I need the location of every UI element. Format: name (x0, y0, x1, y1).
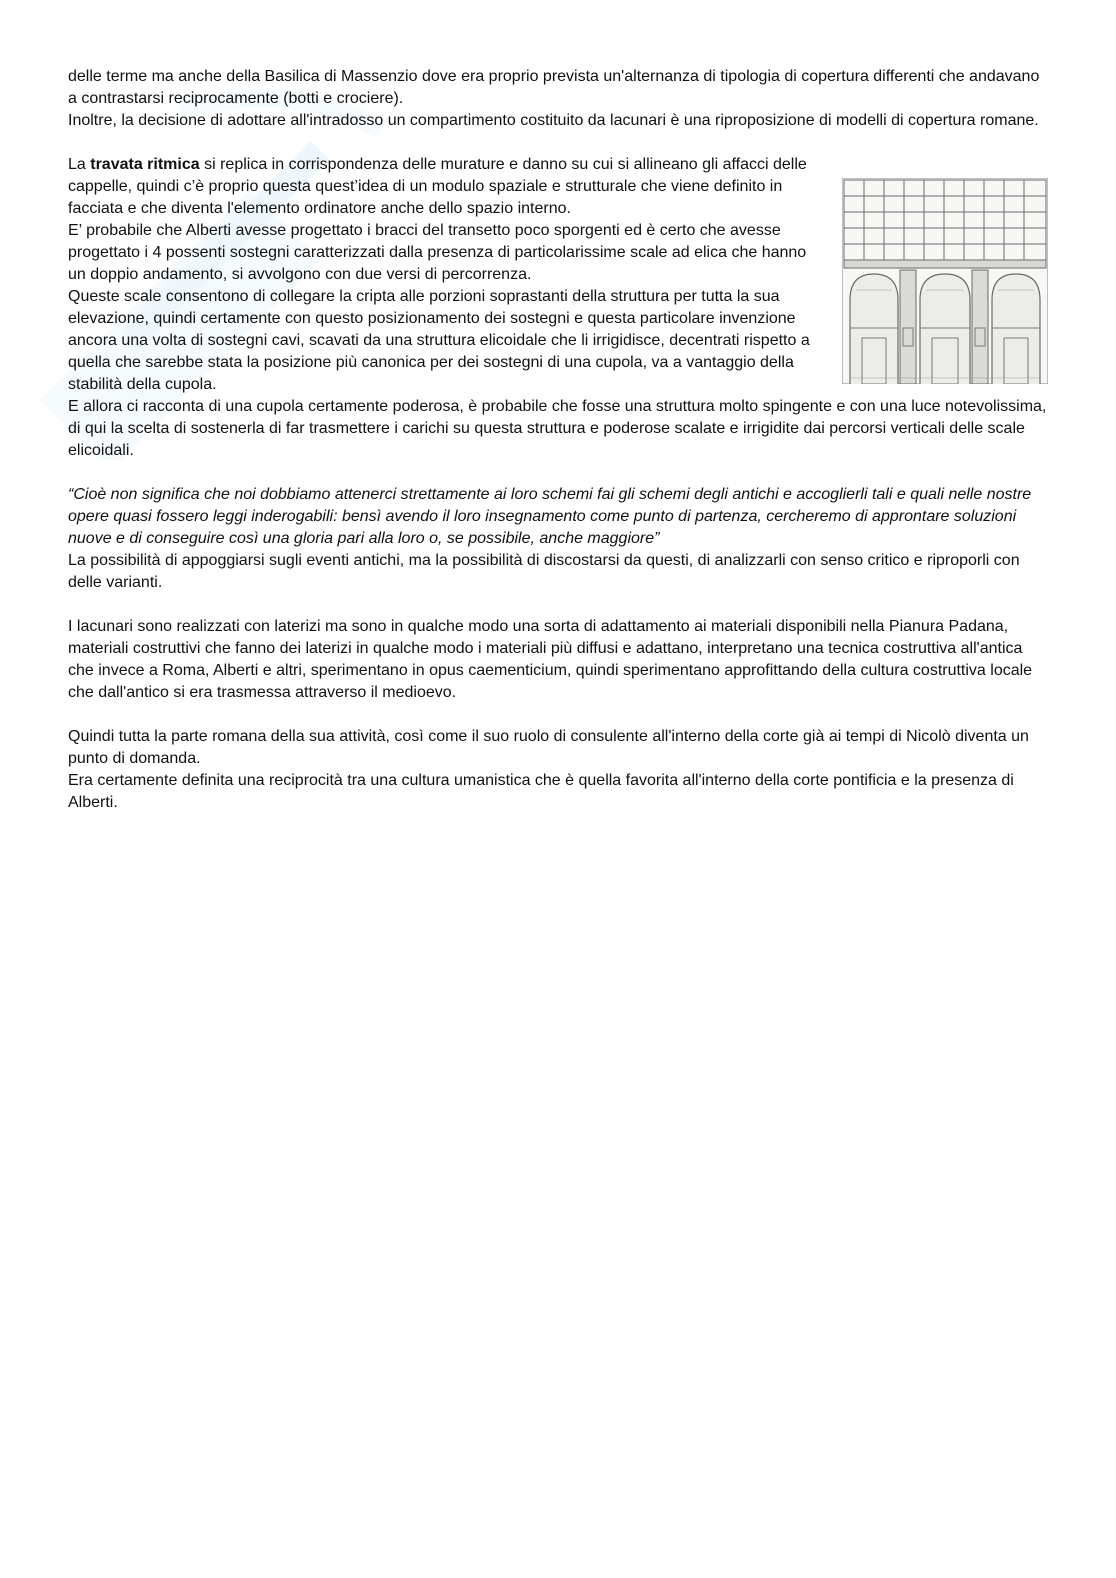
text-column (68, 66, 1048, 814)
paragraph-3-rest: si replica in corrispondenza delle murature e danno su cui si allineano gli affacci delle cappelle, quindi c’è proprio questa quest’idea di un modulo spaziale e strutturale che viene definito in facciata e che diventa l'elemento ordinatore anche dello spazio interno. (68, 156, 807, 217)
paragraph-7: La possibilità di appoggiarsi sugli eventi antichi, ma la possibilità di discostarsi da questi, di analizzarli con senso critico e riproporli con delle varianti. (68, 552, 1020, 591)
nave-illustration (842, 178, 1048, 384)
paragraph-6: E allora ci racconta di una cupola certamente poderosa, è probabile che fosse una struttura molto spingente e con una luce notevolissima, di qui la scelta di sostenerla di far trasmettere i carichi su questa struttura e poderose scalate e irrigidite dai percorsi verticali delle scale elicoidali. (68, 398, 1047, 459)
paragraph-9: Quindi tutta la parte romana della sua attività, così come il suo ruolo di consulente all'interno della corte già ai tempi di Nicolò diventa un punto di domanda. (68, 728, 1029, 767)
alberti-quote: “Cioè non significa che noi dobbiamo attenerci strettamente ai loro schemi fai gli schemi degli antichi e accoglierli tali e quali nelle nostre opere quasi fossero leggi inderogabili: bensì avendo il loro insegnamento come punto di partenza, cercheremo di approntare soluzioni nuove e di conseguire così una gloria pari alla loro o, se possibile, anche maggiore” (68, 486, 1032, 547)
paragraph-4: E’ probabile che Alberti avesse progettato i bracci del transetto poco sporgenti ed è certo che avesse progettato i 4 possenti sostegni caratterizzati dalla presenza di particolarissime scale ad elica che hanno un doppio andamento, si avvolgono con due versi di percorrenza. (68, 222, 807, 283)
paragraph-1: delle terme ma anche della Basilica di Massenzio dove era proprio prevista un'alternanza di tipologia di copertura differenti che andavano a contrastarsi reciprocamente (botti e crociere). (68, 68, 1040, 107)
paragraph-3-prefix: La (68, 156, 91, 173)
paragraph-8: I lacunari sono realizzati con laterizi ma sono in qualche modo una sorta di adattamento ai materiali disponibili nella Pianura Padana, materiali costruttivi che fanno dei laterizi in qualche modo i materiali più diffusi e adattano, interpretano una tecnica costruttiva all'antica che invece a Roma, Alberti e altri, sperimentano in opus caementicium, quindi sperimentano approfittando della cultura costruttiva locale che dall'antico si era trasmessa attraverso il medioevo. (68, 618, 1033, 701)
travata-ritmica-term: travata ritmica (90, 156, 200, 173)
coffered-nave-elevation-drawing (842, 178, 1048, 384)
paragraph-10: Era certamente definita una reciprocità tra una cultura umanistica che è quella favorita all'interno della corte pontificia e la presenza di Alberti. (68, 772, 1014, 811)
paragraph-2: Inoltre, la decisione di adottare all'intradosso un compartimento costituito da lacunari è una riproposizione di modelli di copertura romane. (68, 112, 1039, 129)
paragraph-5: Queste scale consentono di collegare la cripta alle porzioni soprastanti della struttura per tutta la sua elevazione, quindi certamente con questo posizionamento dei sostegni e questa particolare invenzione ancora una volta di sostegni cavi, scavati da una struttura elicoidale che li irrigidisce, decentrati rispetto a quella che sarebbe stata la posizione più canonica per dei sostegni di una cupola, va a vantaggio della stabilità della cupola. (68, 288, 810, 393)
